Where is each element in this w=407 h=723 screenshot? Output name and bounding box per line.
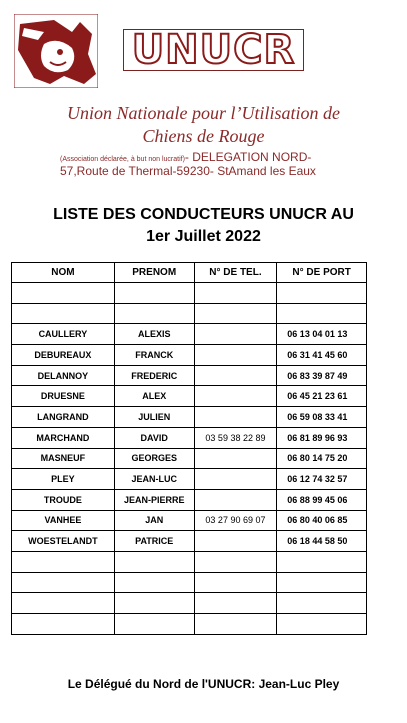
cell-nom: DEBUREAUX [12,345,115,366]
table-row [12,386,367,407]
table-row [12,365,367,386]
cell-tel [194,593,277,614]
cell-prenom: FRANCK [114,345,194,366]
cell-port: 06 80 14 75 20 [277,448,367,469]
cell-prenom: JAN [114,510,194,531]
table-row [12,345,367,366]
cell-tel [194,551,277,572]
cell-port [277,572,367,593]
cell-nom [12,303,115,324]
cell-prenom [114,551,194,572]
cell-prenom: JULIEN [114,407,194,428]
cell-nom: WOESTELANDT [12,531,115,552]
table-row [12,551,367,572]
delegation-label: - DELEGATION NORD- [184,150,312,164]
cell-nom [12,551,115,572]
header-port: N° DE PORT [277,263,367,283]
cell-nom: MARCHAND [12,427,115,448]
cell-nom [12,614,115,635]
cell-prenom: JEAN-PIERRE [114,489,194,510]
cell-port: 06 81 89 96 93 [277,427,367,448]
cell-prenom: DAVID [114,427,194,448]
table-row [12,593,367,614]
cell-port [277,303,367,324]
table-row [12,324,367,345]
cell-tel: 03 27 90 69 07 [194,510,277,531]
unucr-logo [123,29,304,71]
header-prenom: PRENOM [114,263,194,283]
cell-prenom [114,303,194,324]
table-row [12,469,367,490]
cell-nom: LANGRAND [12,407,115,428]
cell-port: 06 59 08 33 41 [277,407,367,428]
delegate-footer: Le Délégué du Nord de l'UNUCR: Jean-Luc Pley [67,677,340,691]
cell-nom [12,593,115,614]
cell-port: 06 45 21 23 61 [277,386,367,407]
cell-nom [12,572,115,593]
cell-tel [194,303,277,324]
org-name-line1: Union Nationale pour l’Utilisation de [67,103,340,123]
cell-prenom: GEORGES [114,448,194,469]
association-status: (Association déclarée, à but non lucratif) [60,156,185,163]
cell-prenom [114,283,194,304]
cell-port [277,593,367,614]
table-row [12,489,367,510]
list-date: 1er Juillet 2022 [146,228,261,245]
table-row [12,407,367,428]
cell-port: 06 13 04 01 13 [277,324,367,345]
unucr-logo-text: UNUCR [131,27,296,73]
cell-port: 06 80 40 06 85 [277,510,367,531]
table-row [12,614,367,635]
cell-port [277,614,367,635]
cell-nom: MASNEUF [12,448,115,469]
table-row [12,283,367,304]
table-row [12,572,367,593]
cell-tel: 03 59 38 22 89 [194,427,277,448]
table-row [12,510,367,531]
cell-port [277,283,367,304]
dog-head-logo-icon [14,14,98,88]
cell-prenom: JEAN-LUC [114,469,194,490]
cell-prenom: ALEX [114,386,194,407]
cell-port: 06 18 44 58 50 [277,531,367,552]
cell-tel [194,572,277,593]
cell-tel [194,531,277,552]
table-row [12,448,367,469]
cell-prenom: ALEXIS [114,324,194,345]
cell-port: 06 12 74 32 57 [277,469,367,490]
cell-prenom: PATRICE [114,531,194,552]
cell-prenom [114,614,194,635]
table-row [12,427,367,448]
cell-tel [194,283,277,304]
cell-tel [194,345,277,366]
cell-port: 06 88 99 45 06 [277,489,367,510]
cell-nom: CAULLERY [12,324,115,345]
cell-prenom: FREDERIC [114,365,194,386]
cell-tel [194,386,277,407]
cell-tel [194,469,277,490]
cell-nom: PLEY [12,469,115,490]
cell-port [277,551,367,572]
header-nom: NOM [12,263,115,283]
cell-nom: DRUESNE [12,386,115,407]
cell-nom: VANHEE [12,510,115,531]
cell-tel [194,407,277,428]
drivers-table [11,262,367,635]
cell-prenom [114,593,194,614]
association-line [60,150,311,164]
cell-port: 06 83 39 87 49 [277,365,367,386]
cell-tel [194,365,277,386]
org-name-line2: Chiens de Rouge [142,126,265,146]
cell-tel [194,489,277,510]
cell-nom [12,283,115,304]
cell-prenom [114,572,194,593]
table-header-row [12,263,367,283]
header-tel: N° DE TEL. [194,263,277,283]
cell-tel [194,324,277,345]
address-line: 57,Route de Thermal-59230- StAmand les Eaux [60,164,316,178]
cell-nom: TROUDE [12,489,115,510]
cell-port: 06 31 41 45 60 [277,345,367,366]
table-row [12,303,367,324]
table-row [12,531,367,552]
cell-nom: DELANNOY [12,365,115,386]
cell-tel [194,614,277,635]
list-title: LISTE DES CONDUCTEURS UNUCR AU [53,206,354,223]
cell-tel [194,448,277,469]
